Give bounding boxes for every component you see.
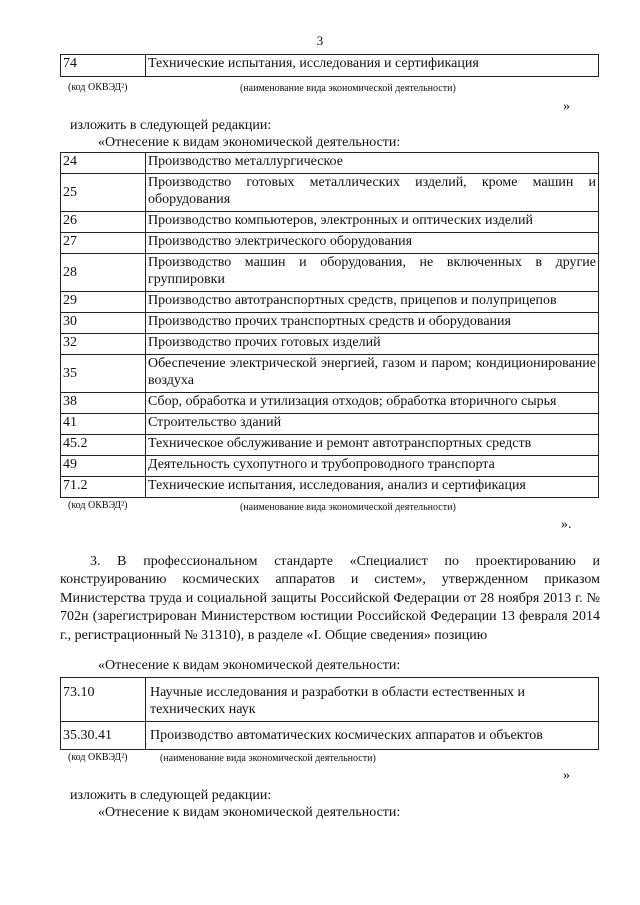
okved-code: 41: [61, 414, 146, 435]
activity-name: Технические испытания, исследования, анализ и сертификация: [146, 477, 599, 498]
table-row: [61, 393, 599, 414]
okved-code: 28: [61, 254, 146, 292]
activity-name: Техническое обслуживание и ремонт автотранспортных средств: [146, 435, 599, 456]
activity-name: Производство прочих готовых изделий: [146, 334, 599, 355]
table-row: [61, 153, 599, 174]
paragraph-3: [60, 553, 600, 645]
table-row: [61, 313, 599, 334]
activity-name: Сбор, обработка и утилизация отходов; обработка вторичного сырья: [146, 393, 599, 414]
okved-table-old: [60, 54, 599, 77]
activity-name: Производство машин и оборудования, не включенных в другие группировки: [146, 254, 599, 292]
caption-name: (наименование вида экономической деятельности): [240, 502, 456, 513]
okved-code: 45.2: [61, 435, 146, 456]
closing-quote: ».: [561, 517, 572, 532]
caption-name: (наименование вида экономической деятельности): [240, 83, 456, 94]
caption-code: (код ОКВЭД²): [68, 82, 128, 93]
activity-name: Производство электрического оборудования: [146, 233, 599, 254]
activity-name: Обеспечение электрической энергией, газом и паром; кондиционирование воздуха: [146, 355, 599, 393]
intro-new-wording: изложить в следующей редакции:: [70, 118, 272, 133]
section-title: «Отнесение к видам экономической деятельности:: [98, 135, 401, 150]
activity-name: Производство металлургическое: [146, 153, 599, 174]
okved-code: 29: [61, 292, 146, 313]
caption-code: (код ОКВЭД²): [68, 752, 128, 763]
okved-code: 74: [61, 55, 146, 77]
closing-quote: »: [563, 768, 570, 783]
activity-name: Производство готовых металлических изделий, кроме машин и оборудования: [146, 174, 599, 212]
activity-name: Технические испытания, исследования и сертификация: [146, 55, 599, 77]
table-row: [61, 334, 599, 355]
okved-code: 30: [61, 313, 146, 334]
activity-name: Научные исследования и разработки в области естественных и технических наук: [146, 678, 599, 722]
caption-code: (код ОКВЭД²): [68, 500, 128, 511]
activity-name: Производство прочих транспортных средств и оборудования: [146, 313, 599, 334]
okved-code: 73.10: [61, 678, 146, 722]
closing-quote: »: [563, 99, 570, 114]
table-row: [61, 254, 599, 292]
table-row: [61, 55, 599, 77]
intro-new-wording: изложить в следующей редакции:: [70, 788, 272, 803]
caption-name: (наименование вида экономической деятельности): [160, 753, 376, 764]
table-row: [61, 212, 599, 233]
okved-code: 49: [61, 456, 146, 477]
table-row: [61, 355, 599, 393]
section-title: «Отнесение к видам экономической деятельности:: [98, 805, 401, 820]
okved-code: 38: [61, 393, 146, 414]
table-row: [61, 174, 599, 212]
okved-table-new: [60, 152, 599, 498]
table-row: [61, 233, 599, 254]
activity-name: Производство компьютеров, электронных и оптических изделий: [146, 212, 599, 233]
okved-code: 24: [61, 153, 146, 174]
table-row: [61, 678, 599, 722]
okved-code: 71.2: [61, 477, 146, 498]
okved-table-space: [60, 677, 599, 750]
activity-name: Деятельность сухопутного и трубопроводного транспорта: [146, 456, 599, 477]
activity-name: Производство автоматических космических аппаратов и объектов: [146, 722, 599, 750]
table-row: [61, 722, 599, 750]
table-row: [61, 477, 599, 498]
okved-code: 27: [61, 233, 146, 254]
okved-code: 25: [61, 174, 146, 212]
okved-code: 35: [61, 355, 146, 393]
table-row: [61, 456, 599, 477]
paragraph-3-text: 3. В профессиональном стандарте «Специалист по проектированию и конструированию космических аппаратов и систем», утвержденном приказом Министерства труда и социальной защиты Российской Федерации от 28 ноября 2013 г. № 702н (зарегистрирован Министерством юстиции Российской Федерации 13 февраля 2014 г., регистрационный № 31310), в разделе «I. Общие сведения» позицию: [60, 554, 600, 643]
okved-code: 32: [61, 334, 146, 355]
table-row: [61, 292, 599, 313]
activity-name: Производство автотранспортных средств, прицепов и полуприцепов: [146, 292, 599, 313]
okved-code: 35.30.41: [61, 722, 146, 750]
page-number: 3: [316, 33, 324, 48]
table-row: [61, 435, 599, 456]
section-title: «Отнесение к видам экономической деятельности:: [98, 658, 401, 673]
table-row: [61, 414, 599, 435]
okved-code: 26: [61, 212, 146, 233]
activity-name: Строительство зданий: [146, 414, 599, 435]
